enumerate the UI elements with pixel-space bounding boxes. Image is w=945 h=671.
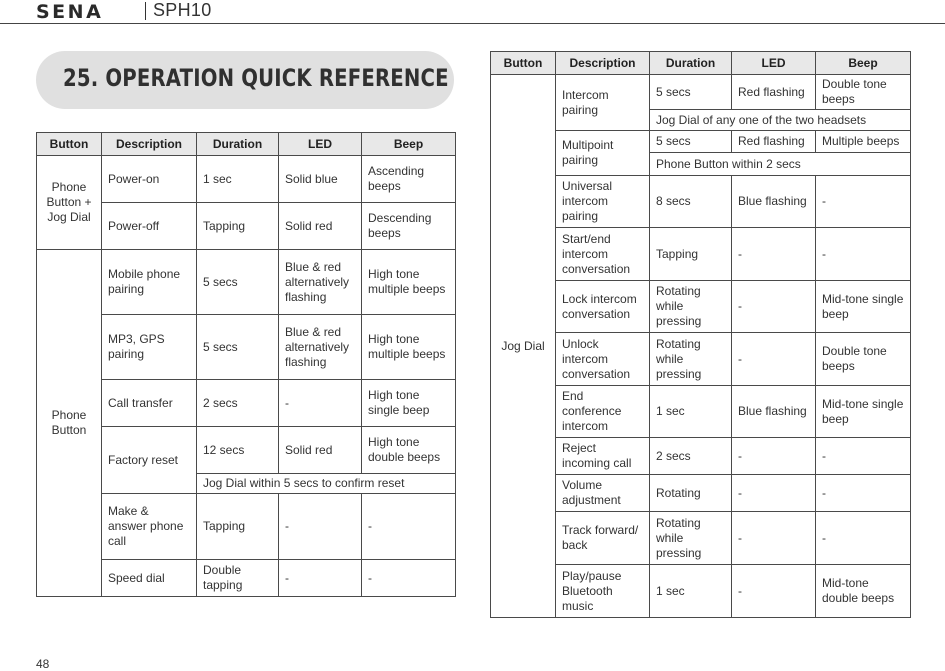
header-rule — [0, 23, 945, 24]
description-cell: Track forward/ back — [556, 512, 650, 565]
beep-cell: Double tone beeps — [816, 75, 911, 110]
beep-cell: High tone double beeps — [362, 427, 456, 474]
duration-cell: 1 sec — [650, 565, 732, 618]
led-cell: Red flashing — [732, 131, 816, 153]
button-cell: Phone Button — [37, 250, 102, 597]
beep-cell: - — [816, 228, 911, 281]
description-cell: Lock intercom conversation — [556, 281, 650, 333]
brand-logo: SENA — [36, 1, 104, 23]
duration-cell: 5 secs — [197, 315, 279, 380]
duration-cell: Rotating while pressing — [650, 333, 732, 386]
col-header-beep: Beep — [362, 133, 456, 156]
beep-cell: Mid-tone single beep — [816, 281, 911, 333]
description-cell: Unlock intercom conversation — [556, 333, 650, 386]
col-header-duration: Duration — [650, 52, 732, 75]
table-header-row — [37, 133, 456, 156]
section-title — [36, 51, 454, 109]
beep-cell: Descending beeps — [362, 203, 456, 250]
led-cell: - — [279, 494, 362, 560]
section-title-text: 25. OPERATION QUICK REFERENCE — [63, 64, 449, 92]
duration-cell: Rotating while pressing — [650, 281, 732, 333]
note-cell: Jog Dial within 5 secs to confirm reset — [197, 474, 456, 494]
beep-cell: - — [816, 438, 911, 475]
note-cell: Phone Button within 2 secs — [650, 153, 911, 176]
col-header-led: LED — [279, 133, 362, 156]
right-reference-table — [490, 51, 911, 618]
led-cell: - — [732, 438, 816, 475]
duration-cell: 1 sec — [650, 386, 732, 438]
button-cell: Phone Button + Jog Dial — [37, 156, 102, 250]
beep-cell: Mid-tone double beeps — [816, 565, 911, 618]
duration-cell: Rotating — [650, 475, 732, 512]
duration-cell: 12 secs — [197, 427, 279, 474]
beep-cell: High tone single beep — [362, 380, 456, 427]
description-cell: Play/pause Bluetooth music — [556, 565, 650, 618]
col-header-button: Button — [37, 133, 102, 156]
col-header-led: LED — [732, 52, 816, 75]
led-cell: Blue & red alternatively flashing — [279, 250, 362, 315]
beep-cell: Double tone beeps — [816, 333, 911, 386]
description-cell: Make & answer phone call — [102, 494, 197, 560]
description-cell: Multipoint pairing — [556, 131, 650, 176]
duration-cell: 5 secs — [650, 75, 732, 110]
description-cell: Start/end intercom conversation — [556, 228, 650, 281]
led-cell: Blue flashing — [732, 176, 816, 228]
led-cell: Blue flashing — [732, 386, 816, 438]
note-cell: Jog Dial of any one of the two headsets — [650, 110, 911, 131]
description-cell: Reject incoming call — [556, 438, 650, 475]
page-header — [0, 0, 945, 26]
led-cell: - — [279, 380, 362, 427]
led-cell: - — [732, 512, 816, 565]
led-cell: Blue & red alternatively flashing — [279, 315, 362, 380]
led-cell: Solid blue — [279, 156, 362, 203]
description-cell: Universal intercom pairing — [556, 176, 650, 228]
duration-cell: 5 secs — [650, 131, 732, 153]
led-cell: - — [732, 565, 816, 618]
led-cell: - — [732, 228, 816, 281]
description-cell: Power-off — [102, 203, 197, 250]
beep-cell: - — [816, 176, 911, 228]
duration-cell: 2 secs — [650, 438, 732, 475]
description-cell: Volume adjustment — [556, 475, 650, 512]
col-header-description: Description — [556, 52, 650, 75]
description-cell: MP3, GPS pairing — [102, 315, 197, 380]
duration-cell: 8 secs — [650, 176, 732, 228]
duration-cell: Tapping — [197, 203, 279, 250]
table-row — [491, 75, 911, 110]
beep-cell: Multiple beeps — [816, 131, 911, 153]
description-cell: Intercom pairing — [556, 75, 650, 131]
duration-cell: Rotating while pressing — [650, 512, 732, 565]
description-cell: Factory reset — [102, 427, 197, 494]
beep-cell: Mid-tone single beep — [816, 386, 911, 438]
beep-cell: High tone multiple beeps — [362, 315, 456, 380]
beep-cell: - — [362, 560, 456, 597]
col-header-button: Button — [491, 52, 556, 75]
led-cell: - — [732, 333, 816, 386]
description-cell: End conference intercom — [556, 386, 650, 438]
beep-cell: High tone multiple beeps — [362, 250, 456, 315]
beep-cell: - — [816, 512, 911, 565]
duration-cell: 1 sec — [197, 156, 279, 203]
description-cell: Call transfer — [102, 380, 197, 427]
description-cell: Speed dial — [102, 560, 197, 597]
led-cell: - — [732, 475, 816, 512]
left-reference-table — [36, 132, 456, 597]
description-cell: Mobile phone pairing — [102, 250, 197, 315]
led-cell: Solid red — [279, 203, 362, 250]
led-cell: Red flashing — [732, 75, 816, 110]
duration-cell: Tapping — [650, 228, 732, 281]
button-cell: Jog Dial — [491, 75, 556, 618]
led-cell: Solid red — [279, 427, 362, 474]
led-cell: - — [279, 560, 362, 597]
page-number: 48 — [36, 657, 50, 671]
col-header-beep: Beep — [816, 52, 911, 75]
duration-cell: Double tapping — [197, 560, 279, 597]
led-cell: - — [732, 281, 816, 333]
model-name: SPH10 — [153, 0, 212, 20]
table-row — [37, 250, 456, 315]
duration-cell: 2 secs — [197, 380, 279, 427]
table-header-row — [491, 52, 911, 75]
beep-cell: - — [816, 475, 911, 512]
beep-cell: Ascending beeps — [362, 156, 456, 203]
header-divider — [145, 2, 146, 20]
duration-cell: Tapping — [197, 494, 279, 560]
col-header-description: Description — [102, 133, 197, 156]
beep-cell: - — [362, 494, 456, 560]
description-cell: Power-on — [102, 156, 197, 203]
duration-cell: 5 secs — [197, 250, 279, 315]
table-row — [37, 156, 456, 203]
col-header-duration: Duration — [197, 133, 279, 156]
